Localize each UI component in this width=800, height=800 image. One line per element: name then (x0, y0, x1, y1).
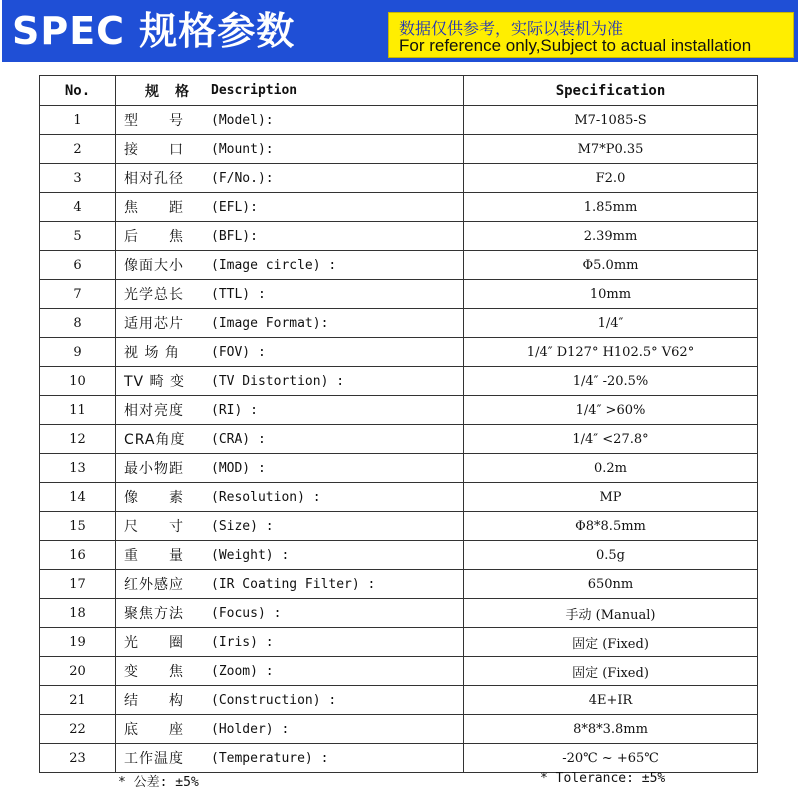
row-description (116, 251, 464, 280)
row-description (116, 744, 464, 773)
row-specification: Φ8*8.5mm (464, 512, 758, 541)
row-label-en: (TTL) : (211, 286, 266, 302)
table-row (40, 193, 758, 222)
row-number: 6 (40, 251, 116, 280)
header-specification: Specification (464, 76, 758, 106)
table-row (40, 367, 758, 396)
row-description (116, 715, 464, 744)
row-label-en: (Size) : (211, 518, 274, 534)
table-row (40, 280, 758, 309)
row-label-cn: 结 构 (124, 693, 184, 709)
row-description (116, 164, 464, 193)
row-label-en: (Iris) : (211, 634, 274, 650)
table-row (40, 628, 758, 657)
row-description (116, 454, 464, 483)
row-description (116, 657, 464, 686)
table-row (40, 599, 758, 628)
row-label-en: (Construction) : (211, 692, 337, 708)
row-label-cn: 工作温度 (124, 751, 184, 767)
row-number: 23 (40, 744, 116, 773)
row-label-en: (FOV) : (211, 344, 266, 360)
table-header-row (40, 76, 758, 106)
header-description-en: Description (211, 83, 298, 98)
row-label-en: (IR Coating Filter) : (211, 576, 376, 592)
table-row (40, 425, 758, 454)
row-label-cn: 接 口 (124, 142, 184, 158)
table-row (40, 396, 758, 425)
row-label-en: (MOD) : (211, 460, 266, 476)
row-number: 10 (40, 367, 116, 396)
row-label-en: (Focus) : (211, 605, 282, 621)
row-label-en: (EFL): (211, 199, 258, 215)
row-number: 1 (40, 106, 116, 135)
page-title: SPEC 规格参数 (12, 9, 296, 53)
row-label-cn: 相对孔径 (124, 171, 184, 187)
row-label-en: (Resolution) : (211, 489, 321, 505)
row-description (116, 686, 464, 715)
table-row (40, 657, 758, 686)
row-specification: 4E+IR (464, 686, 758, 715)
row-specification: 0.5g (464, 541, 758, 570)
row-label-en: (TV Distortion) : (211, 373, 345, 389)
row-label-cn: 变 焦 (124, 664, 184, 680)
row-specification: 固定 (Fixed) (464, 657, 758, 686)
disclaimer-box (388, 12, 794, 58)
row-label-en: (BFL): (211, 228, 258, 244)
table-row (40, 338, 758, 367)
row-label-en: (Holder) : (211, 721, 290, 737)
row-label-en: (Image Format): (211, 315, 329, 331)
row-description (116, 628, 464, 657)
row-label-cn: TV 畸 变 (124, 374, 186, 390)
row-number: 2 (40, 135, 116, 164)
row-label-cn: 适用芯片 (124, 316, 184, 332)
row-number: 14 (40, 483, 116, 512)
row-specification: F2.0 (464, 164, 758, 193)
row-number: 8 (40, 309, 116, 338)
disclaimer-cn: 数据仅供参考，实际以装机为准 (399, 19, 624, 38)
row-label-en: (Image circle) : (211, 257, 337, 273)
row-specification: 固定 (Fixed) (464, 628, 758, 657)
row-number: 22 (40, 715, 116, 744)
table-row (40, 744, 758, 773)
row-number: 7 (40, 280, 116, 309)
row-description (116, 483, 464, 512)
row-label-en: (Temperature) : (211, 750, 329, 766)
row-label-en: (Weight) : (211, 547, 290, 563)
row-number: 5 (40, 222, 116, 251)
tolerance-note-cn: * 公差: ±5% (118, 775, 199, 790)
row-number: 19 (40, 628, 116, 657)
row-label-cn: 尺 寸 (124, 519, 184, 535)
header-spec-cn: 规 格 (145, 83, 190, 100)
row-specification: Φ5.0mm (464, 251, 758, 280)
table-row (40, 570, 758, 599)
row-label-en: (RI) : (211, 402, 258, 418)
row-label-en: (Model): (211, 112, 274, 128)
row-description (116, 106, 464, 135)
row-label-cn: 视 场 角 (124, 345, 180, 361)
row-label-en: (F/No.): (211, 170, 274, 186)
row-label-cn: 光 圈 (124, 635, 184, 651)
row-specification: 1/4″ >60% (464, 396, 758, 425)
row-specification: 1/4″ (464, 309, 758, 338)
header (0, 0, 800, 64)
table-row (40, 135, 758, 164)
row-specification: MP (464, 483, 758, 512)
disclaimer-en: For reference only,Subject to actual installation (399, 36, 752, 55)
row-description (116, 338, 464, 367)
title-banner (2, 0, 798, 62)
table-row (40, 483, 758, 512)
row-label-cn: 聚焦方法 (124, 606, 184, 622)
row-label-cn: CRA角度 (124, 432, 186, 448)
table-row (40, 251, 758, 280)
row-number: 4 (40, 193, 116, 222)
row-description (116, 425, 464, 454)
row-number: 11 (40, 396, 116, 425)
header-description (116, 76, 464, 106)
row-description (116, 222, 464, 251)
row-number: 9 (40, 338, 116, 367)
row-specification: 8*8*3.8mm (464, 715, 758, 744)
row-label-cn: 红外感应 (124, 577, 184, 593)
row-number: 20 (40, 657, 116, 686)
row-label-en: (Zoom) : (211, 663, 274, 679)
row-number: 12 (40, 425, 116, 454)
row-number: 15 (40, 512, 116, 541)
row-label-en: (CRA) : (211, 431, 266, 447)
row-label-cn: 型 号 (124, 113, 184, 129)
header-no: No. (40, 76, 116, 106)
row-label-cn: 重 量 (124, 548, 184, 564)
row-label-cn: 光学总长 (124, 287, 184, 303)
row-specification: 2.39mm (464, 222, 758, 251)
row-specification: M7*P0.35 (464, 135, 758, 164)
row-label-cn: 像 素 (124, 490, 184, 506)
row-number: 13 (40, 454, 116, 483)
row-label-en: (Mount): (211, 141, 274, 157)
row-specification: 1.85mm (464, 193, 758, 222)
row-specification: 0.2m (464, 454, 758, 483)
table-row (40, 512, 758, 541)
row-specification: M7-1085-S (464, 106, 758, 135)
row-description (116, 396, 464, 425)
table-row (40, 715, 758, 744)
row-specification: 1/4″ -20.5% (464, 367, 758, 396)
row-number: 16 (40, 541, 116, 570)
table-row (40, 106, 758, 135)
row-description (116, 135, 464, 164)
row-description (116, 309, 464, 338)
row-label-cn: 底 座 (124, 722, 184, 738)
row-specification: 1/4″ D127° H102.5° V62° (464, 338, 758, 367)
row-description (116, 193, 464, 222)
table-row (40, 222, 758, 251)
row-description (116, 367, 464, 396)
row-description (116, 280, 464, 309)
row-specification: 650nm (464, 570, 758, 599)
row-description (116, 512, 464, 541)
row-label-cn: 后 焦 (124, 229, 184, 245)
tolerance-note-en: * Tolerance: ±5% (540, 771, 666, 786)
row-specification: 手动 (Manual) (464, 599, 758, 628)
row-specification: 10mm (464, 280, 758, 309)
table-row (40, 454, 758, 483)
row-description (116, 541, 464, 570)
table-row (40, 686, 758, 715)
table-row (40, 164, 758, 193)
row-number: 18 (40, 599, 116, 628)
table-row (40, 309, 758, 338)
row-description (116, 599, 464, 628)
row-specification: -20℃ ~ +65℃ (464, 744, 758, 773)
row-description (116, 570, 464, 599)
table-row (40, 541, 758, 570)
row-label-cn: 焦 距 (124, 200, 184, 216)
row-label-cn: 相对亮度 (124, 403, 184, 419)
row-label-cn: 像面大小 (124, 258, 184, 274)
row-number: 21 (40, 686, 116, 715)
spec-table (39, 75, 758, 773)
row-number: 17 (40, 570, 116, 599)
row-label-cn: 最小物距 (124, 461, 184, 477)
row-number: 3 (40, 164, 116, 193)
row-specification: 1/4″ <27.8° (464, 425, 758, 454)
